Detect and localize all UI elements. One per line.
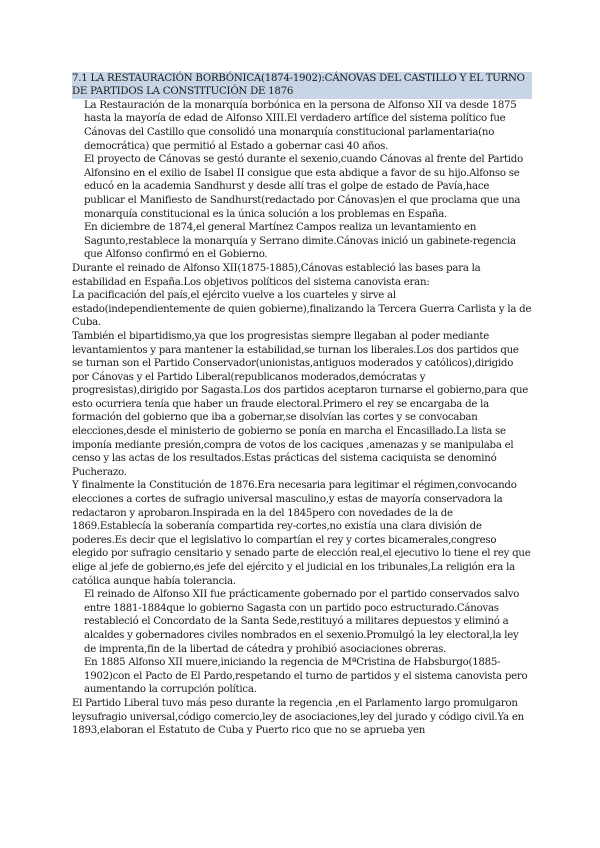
paragraph: El reinado de Alfonso XII fue prácticamente gobernado por el partido conservados salvo entre 1881-1884que lo gobierno Sagasta con un partido poco estructurado.Cánovas restableció el Concordato de la Santa Sede,restituyó a militares depuestos y eliminó a alcaldes y gobernadores civiles nombrados en el sexenio.Promulgó la ley electoral,la ley de imprenta,fin de la libertad de cátedra y prohibió asociaciones obreras. xyxy=(84,589,520,655)
paragraph: Y finalmente la Constitución de 1876.Era necesaria para legitimar el régimen,convocando elecciones a cortes de sufragio universal masculino,y estas de mayoría conservadora la redactaron y aprobaron.Inspirada en la del 1845pero con novedades de la de 1869.Establecía la soberanía compartida rey-cortes,no existía una clara división de poderes.Es decir que el legislativo lo compartían el rey y cortes bicamerales,congreso elegido por sufragio censitario y senado parte de elección real,el ejecutivo lo tiene el rey que elige al jefe de gobierno,es jefe del ejército y el judicial en los tribunales,La religión era la católica aunque había tolerancia. xyxy=(72,480,531,587)
paragraph: El Partido Liberal tuvo más peso durante la regencia ,en el Parlamento largo promulgaron leysufragio universal,código comercio,ley de asociaciones,ley del jurado y código civil.Ya en 1893,elaboran el Estatuto de Cuba y Puerto rico que no se aprueba yen xyxy=(72,697,524,737)
document-page xyxy=(72,72,532,738)
paragraph: En diciembre de 1874,el general Martínez Campos realiza un levantamiento en Sagunto,restablece la monarquía y Serrano dimite.Cánovas inició un gabinete-regencia que Alfonso confirmó en el Gobierno. xyxy=(84,222,516,261)
paragraph: El proyecto de Cánovas se gestó durante el sexenio,cuando Cánovas al frente del Partido Alfonsino en el exilio de Isabel II consigue que esta abdique a favor de su hijo.Alfonso se educó en la academia Sandhurst y desde allí tras el golpe de estado de Pavía,hace publicar el Manifiesto de Sandhurst(redactado por Cánovas)en el que proclama que una monarquía constitucional es la única solución a los problemas en España. xyxy=(84,154,523,220)
section-heading: 7.1 LA RESTAURACIÓN BORBÓNICA(1874-1902):CÁNOVAS DEL CASTILLO Y EL TURNO DE PARTIDOS LA CONSTITUCIÓN DE 1876 xyxy=(72,72,532,99)
paragraph: También el bipartidismo,ya que los progresistas siempre llegaban al poder mediante levantamientos y para mantener la estabilidad,se turnan los liberales.Los dos partidos que se turnan son el Partido Conservador(unionistas,antiguos moderados y católicos),dirigido por Cánovas y el Partido Liberal(republicanos moderados,demócratas y progresistas),dirigido por Sagasta.Los dos partidos aceptaron turnarse el gobierno,para que esto ocurriera tenía que haber un fraude electoral.Primero el rey se encargaba de la formación del gobierno que iba a gobernar,se disolvían las cortes y se convocaban elecciones,desde el ministerio de gobierno se ponía en marcha el Encasillado.La lista se imponía mediante presión,compra de votos de los caciques ,amenazas y se manipulaba el censo y las actas de los resultados.Estas prácticas del sistema caciquista se denominó Pucherazo. xyxy=(72,330,529,478)
paragraph: En 1885 Alfonso XII muere,iniciando la regencia de MªCristina de Habsburgo(1885-1902)con el Pacto de El Pardo,respetando el turno de partidos y el sistema canovista pero aumentando la corrupción política. xyxy=(84,657,528,696)
paragraph: La pacificación del país,el ejército vuelve a los cuarteles y sirve al estado(independientemente de quien gobierne),finalizando la Tercera Guerra Carlista y la de Cuba. xyxy=(72,290,532,329)
paragraph: La Restauración de la monarquía borbónica en la persona de Alfonso XII va desde 1875 hasta la mayoría de edad de Alfonso XIII.El verdadero artífice del sistema político fue Cánovas del Castillo que consolidó una monarquía constitucional parlamentaria(no democrática) que permitió al Estado a gobernar casi 40 años. xyxy=(84,99,517,152)
document-body xyxy=(72,99,532,738)
paragraph: Durante el reinado de Alfonso XII(1875-1885),Cánovas estableció las bases para la estabilidad en España.Los objetivos políticos del sistema canovista eran: xyxy=(72,262,481,288)
